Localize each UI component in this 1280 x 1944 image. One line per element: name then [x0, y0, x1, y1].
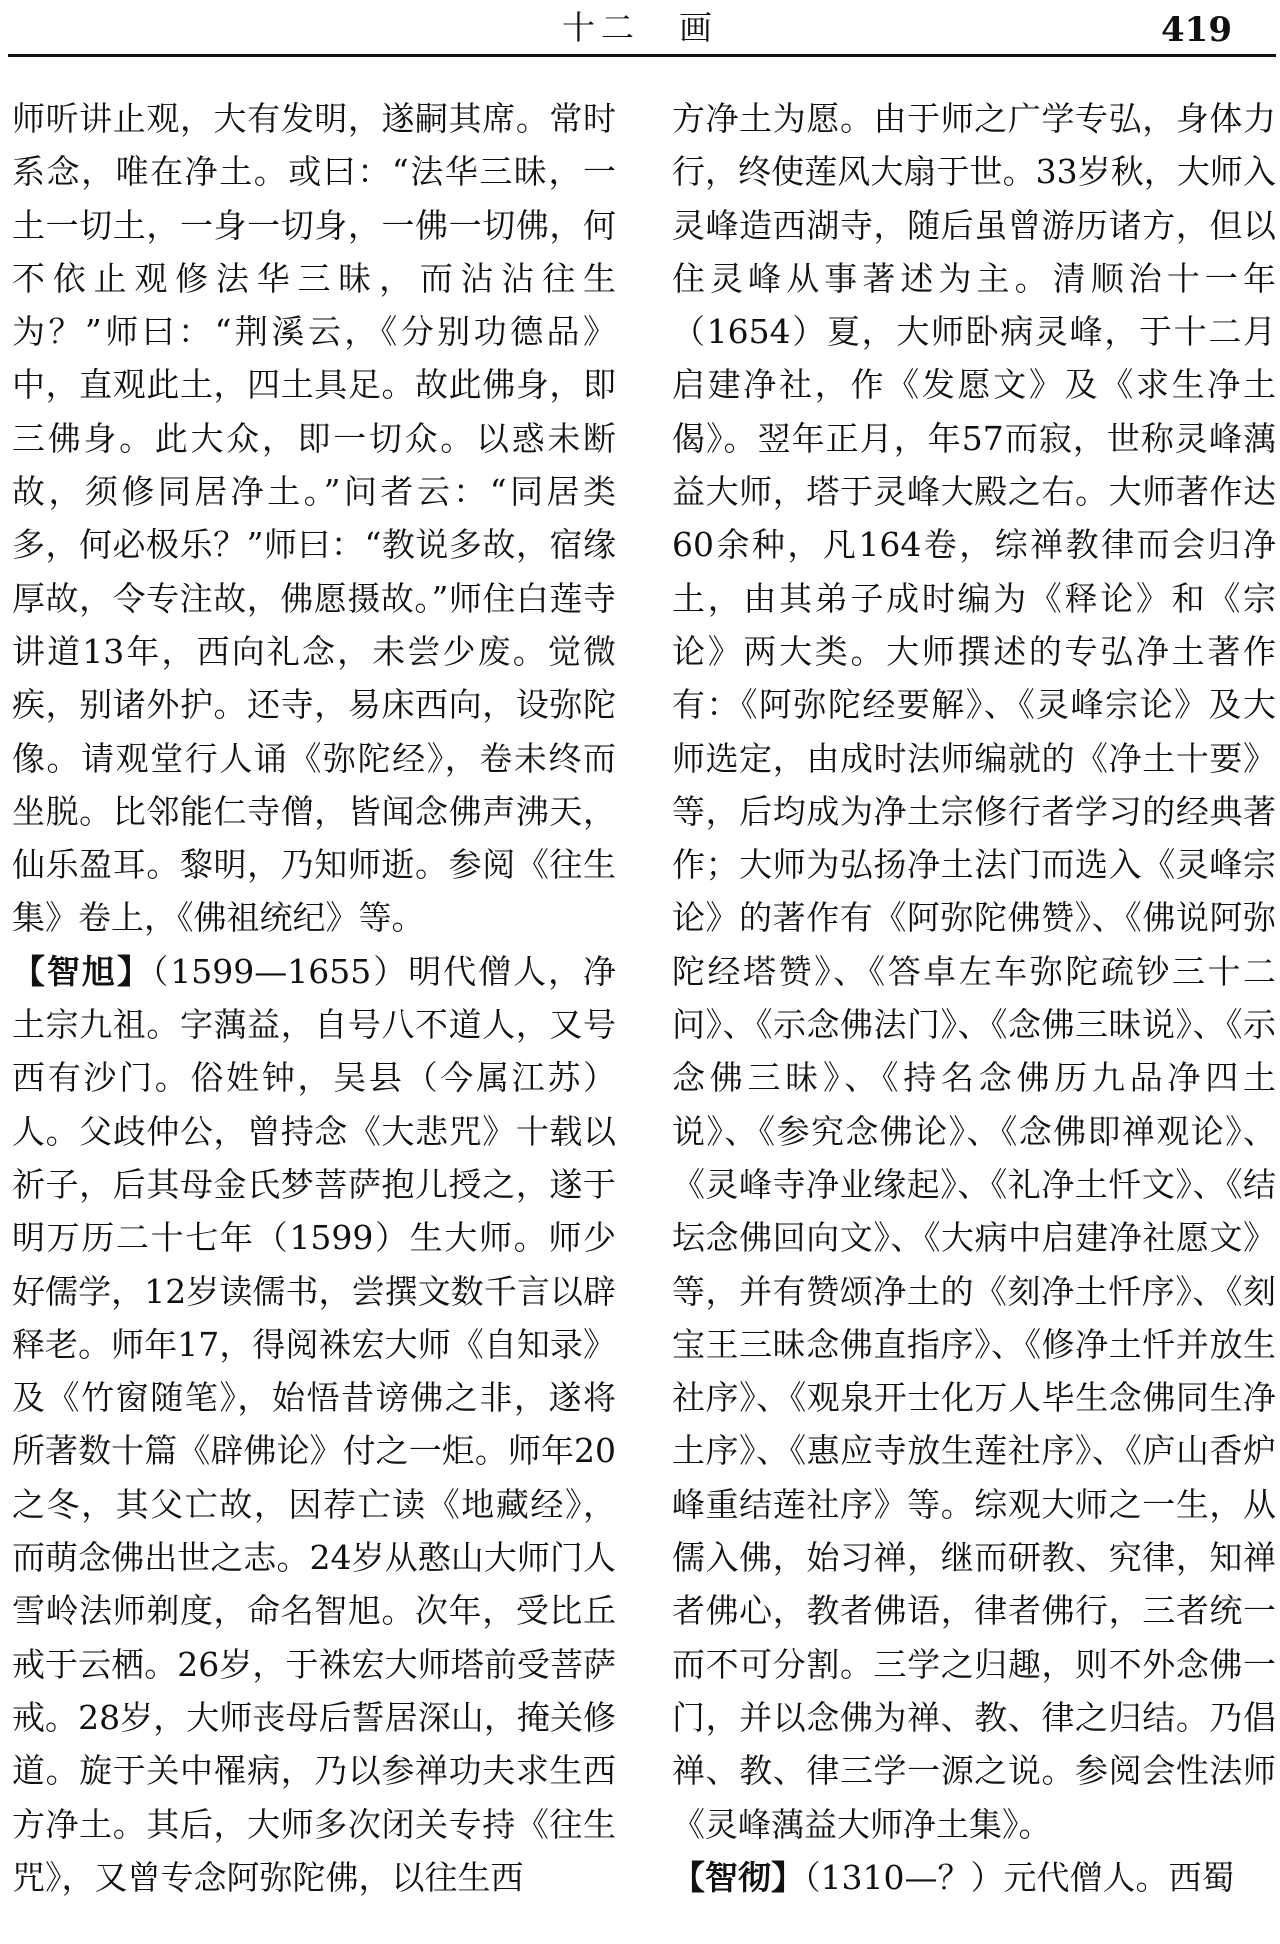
entry-text: （1310—？）元代僧人。西蜀 [804, 1857, 1235, 1897]
right-column [672, 92, 1276, 1904]
entry-continuation-paragraph: 方净土为愿。由于师之广学专弘，身体力行，终使莲风大扇于世。33岁秋，大师入灵峰造西湖寺，随后虽曾游历诸方，但以住灵峰从事著述为主。清顺治十一年（1654）夏，大师卧病灵峰，于十二月启建净社，作《发愿文》及《求生净土偈》。翌年正月，年57而寂，世称灵峰蕅益大师，塔于灵峰大殿之右。大师著作达60余种，凡164卷，综禅教律而会归净土，由其弟子成时编为《释论》和《宗论》两大类。大师撰述的专弘净土著作有：《阿弥陀经要解》、《灵峰宗论》及大师选定，由成时法师编就的《净土十要》等，后均成为净土宗修行者学习的经典著作；大师为弘扬净土法门而选入《灵峰宗论》的著作有《阿弥陀佛赞》、《佛说阿弥陀经塔赞》、《答卓左车弥陀疏钞三十二问》、《示念佛法门》、《念佛三昧说》、《示念佛三昧》、《持名念佛历九品净四土说》、《参究念佛论》、《念佛即禅观论》、《灵峰寺净业缘起》、《礼净土忏文》、《结坛念佛回向文》、《大病中启建净社愿文》等，并有赞颂净土的《刻净土忏序》、《刻宝王三昧念佛直指序》、《修净土忏并放生社序》、《观泉开士化万人毕生念佛同生净土序》、《惠应寺放生莲社序》、《庐山香炉峰重结莲社序》等。综观大师之一生，从儒入佛，始习禅，继而研教、究律，知禅者佛心，教者佛语，律者佛行，三者统一而不可分割。三学之归趣，则不外念佛一门，并以念佛为禅、教、律之归结。乃倡禅、教、律三学一源之说。参阅会性法师《灵峰蕅益大师净土集》。 [672, 99, 1276, 1844]
section-title: 十二 画 [562, 8, 718, 47]
entry-zhiche [672, 1851, 1276, 1904]
page-number: 419 [1161, 10, 1232, 50]
entry-zhixu [12, 945, 616, 1904]
left-column [12, 92, 616, 1904]
entry-text: （1599—1655）明代僧人，净土宗九祖。字蕅益，自号八不道人，又号西有沙门。俗姓钟，吴县（今属江苏）人。父歧仲公，曾持念《大悲咒》十载以祈子，后其母金氏梦菩萨抱儿授之，遂于明万历二十七年（1599）生大师。师少好儒学，12岁读儒书，尝撰文数千言以辟释老。师年17，得阅袾宏大师《自知录》及《竹窗随笔》，始悟昔谤佛之非，遂将所著数十篇《辟佛论》付之一炬。师年20之冬，其父亡故，因荐亡读《地藏经》，而萌念佛出世之志。24岁从憨山大师门人雪岭法师剃度，命名智旭。次年，受比丘戒于云栖。26岁，于袾宏大师塔前受菩萨戒。28岁，大师丧母后誓居深山，掩关修道。旋于关中罹病，乃以参禅功夫求生西方净土。其后，大师多次闭关专持《往生咒》，又曾专念阿弥陀佛，以往生西 [12, 951, 616, 1897]
running-header [0, 0, 1280, 56]
header-rule [8, 54, 1276, 57]
entry-continuation-paragraph: 师听讲止观，大有发明，遂嗣其席。常时系念，唯在净土。或曰：“法华三昧，一土一切土，一身一切身，一佛一切佛，何不依止观修法华三昧，而沾沾往生为？”师曰：“荆溪云，《分别功德品》中，直观此土，四土具足。故此佛身，即三佛身。此大众，即一切众。以惑未断故，须修同居净土。”问者云：“同居类多，何必极乐？”师曰：“教说多故，宿缘厚故，令专注故，佛愿摄故。”师住白莲寺讲道13年，西向礼念，未尝少废。觉微疾，别诸外护。还寺，易床西向，设弥陀像。请观堂行人诵《弥陀经》，卷未终而坐脱。比邻能仁寺僧，皆闻念佛声沸天，仙乐盈耳。黎明，乃知师逝。参阅《往生集》卷上，《佛祖统纪》等。 [12, 99, 616, 938]
entry-headword: 【智彻】 [672, 1857, 804, 1897]
entry-headword: 【智旭】 [12, 951, 152, 991]
